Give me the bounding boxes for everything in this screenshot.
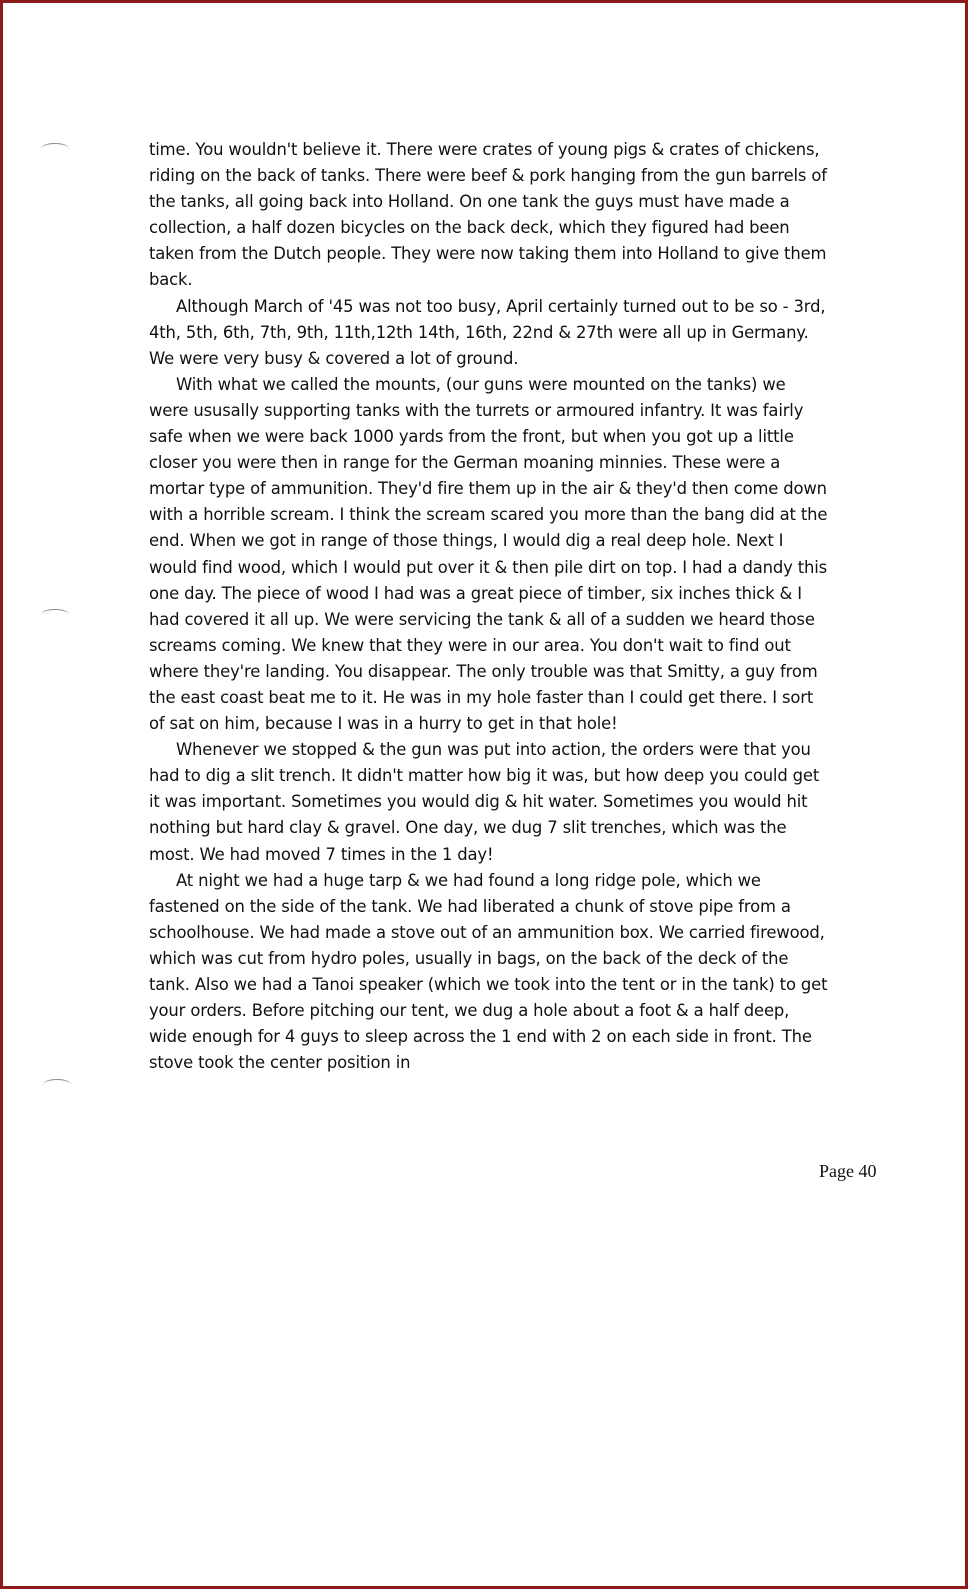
paragraph-5: At night we had a huge tarp & we had found a long ridge pole, which we fastened on the side of the tank. We had liberated a chunk of stove pipe from a schoolhouse. We had made a stove out of an ammunition box. We carried firewood, which was cut from hydro poles, usually in bags, on the back of the deck of the tank. Also we had a Tanoi speaker (which we took into the tent or in the tank) to get your orders. Before pitching our tent, we dug a hole about a foot & a half deep, wide enough for 4 guys to sleep across the 1 end with 2 on each side in front. The stove took the center position in — [149, 870, 828, 1073]
scan-mark-top — [41, 143, 69, 154]
body-text — [149, 137, 829, 1076]
paragraph-1: time. You wouldn't believe it. There were crates of young pigs & crates of chickens, riding on the back of tanks. There were beef & pork hanging from the gun barrels of the tanks, all going back into Holland. On one tank the guys must have made a collection, a half dozen bicycles on the back deck, which they figured had been taken from the Dutch people. They were now taking them into Holland to give them back. — [149, 140, 827, 290]
scan-mark-middle — [41, 609, 69, 620]
page-number: Page 40 — [819, 1161, 877, 1181]
paragraph-2: Although March of '45 was not too busy, April certainly turned out to be so - 3rd, 4th, 5th, 6th, 7th, 9th, 11th,12th 14th, 16th, 22nd & 27th were all up in Germany. We were very busy & covered a lot of ground. — [149, 296, 826, 368]
paragraph-3: With what we called the mounts, (our guns were mounted on the tanks) we were ususally supporting tanks with the turrets or armoured infantry. It was fairly safe when we were back 1000 yards from the front, but when you got up a little closer you were then in range for the German moaning minnies. These were a mortar type of ammunition. They'd fire them up in the air & they'd then come down with a horrible scream. I think the scream scared you more than the bang did at the end. When we got in range of those things, I would dig a real deep hole. Next I would find wood, which I would put over it & then pile dirt on top. I had a dandy this one day. The piece of wood I had was a great piece of timber, six inches thick & I had covered it all up. We were servicing the tank & all of a sudden we heard those screams coming. We knew that they were in our area. You don't wait to find out where they're landing. You disappear. The only trouble was that Smitty, a guy from the east coast beat me to it. He was in my hole faster than I could get there. I sort of sat on him, because I was in a hurry to get in that hole! — [149, 374, 828, 734]
paragraph-4: Whenever we stopped & the gun was put into action, the orders were that you had to dig a slit trench. It didn't matter how big it was, but how deep you could get it was important. Sometimes you would dig & hit water. Sometimes you would hit nothing but hard clay & gravel. One day, we dug 7 slit trenches, which was the most. We had moved 7 times in the 1 day! — [149, 740, 820, 864]
scan-mark-bottom — [43, 1079, 71, 1090]
